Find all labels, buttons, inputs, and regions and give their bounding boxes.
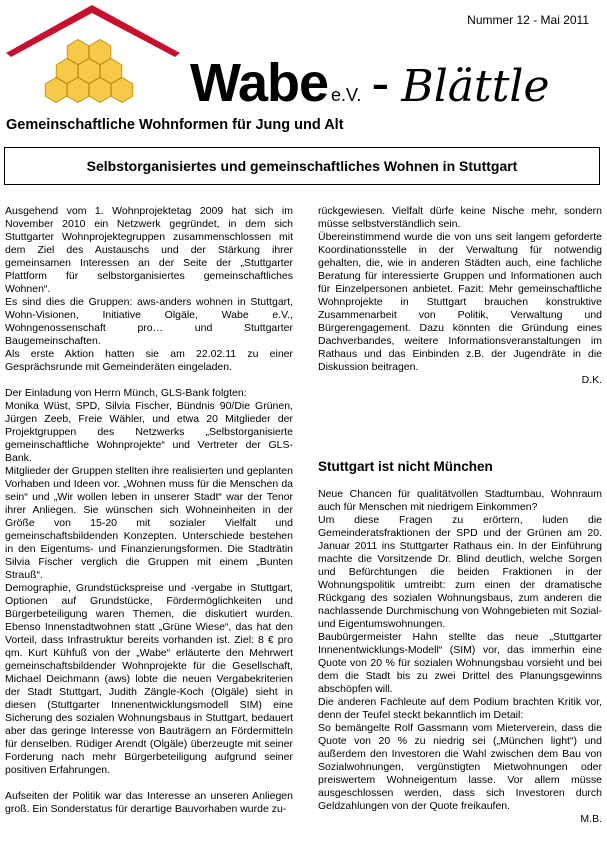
paragraph-gap: [5, 777, 293, 790]
honeycomb-house-logo: [0, 0, 185, 112]
author-signature: D.K.: [581, 374, 602, 386]
article-right-column: [318, 205, 602, 387]
paragraph: Neue Chancen für qualitätvollen Stadtumbau, Wohnraum auch für Menschen mit niedrigem Einkommen?: [318, 488, 602, 513]
paragraph: So bemängelte Rolf Gassmann vom Mieterverein, dass die Quote von 20 % zu niedrig sei („München light“) und außerdem den Investoren die Wahl zwischen dem Bau von Sozialwohnungen, vergünstigten Mietwohnungen oder preiswertem Wohneigentum lasse. Vor allem müsse ausgeschlossen werden, dass sich Investoren durch Geldzahlungen von der Quote freikaufen.: [318, 722, 602, 812]
paragraph: Die anderen Fachleute auf dem Podium brachten Kritik vor, denn der Teufel steckt bekanntlich im Detail:: [318, 696, 602, 721]
brand-wordmark: [190, 52, 550, 114]
article-left-column: [5, 205, 293, 816]
brand-suffix: e.V.: [331, 85, 362, 105]
paragraph: Mitglieder der Gruppen stellten ihre realisierten und geplanten Vorhaben und Ideen vor. „Wohnen muss für die Menschen da sein“ und „Wir wollen leben in unserer Stadt“ war der Tenor ihrer Anliegen. Sie wünschen sich Wohneinheiten in der Größe von 15-20 mit sozialer Vielfalt und gemeinschaftsbildenden Konzepten. Unterschiede bestehen in den Eigentums- und Finanzierungsformen. Die Stadträtin Silvia Fischer verglich die Gruppen mit einem „Bunten Strauß“.: [5, 465, 293, 581]
paragraph: Ausgehend vom 1. Wohnprojektetag 2009 hat sich im November 2010 ein Netzwerk gegründet, in dem sich Stuttgarter Wohnprojektegruppen zusammenschlossen mit dem Ziel des Austauschs und der Stärkung ihrer gemeinsamen Interessen an der Seite der „Stuttgarter Plattform für selbstorganisiertes gemeinschaftliches Wohnen“.: [5, 205, 293, 295]
section-title: Stuttgart ist nicht München: [318, 459, 493, 474]
issue-number: Nummer 12 - Mai 2011: [467, 13, 589, 27]
author-signature: M.B.: [580, 813, 602, 825]
brand-dash: -: [371, 53, 390, 113]
paragraph: Um diese Fragen zu erörtern, luden die Gemeinderatsfraktionen der SPD und der Grünen am 20. Januar 2011 ins Stuttgarter Rathaus ein. In der Einführung machte die Vorsitzende Dr. Blind deutlich, welche Sorgen und Befürchtungen die beiden Fraktionen in der Wohnungspolitik umtreibt: zum einen der dramatische Rückgang des sozialen Wohnungsbaus, zum anderen die nachlassende Durchmischung von Wohngebieten mit Sozial- und Eigentumswohnungen.: [318, 514, 602, 630]
paragraph: rückgewiesen. Vielfalt dürfe keine Nische mehr, sondern müsse selbstverständlich sein.: [318, 205, 602, 230]
paragraph: Monika Wüst, SPD, Silvia Fischer, Bündnis 90/Die Grünen, Jürgen Zeeb, Freie Wähler, und etwa 20 Mitglieder der Projektgruppen des Netzwerks „Selbstorganisierte gemeinschaftliche Wohnprojekte“ und Vertreter der GLS-Bank.: [5, 400, 293, 464]
paragraph-gap: [5, 374, 293, 387]
article2-column: [318, 488, 602, 826]
honeycomb-cells: [45, 40, 133, 103]
paragraph: Der Einladung von Herrn Münch, GLS-Bank folgten:: [5, 387, 247, 399]
paragraph: Aufseiten der Politik war das Interesse an unseren Anliegen groß. Ein Sonderstatus für derartige Bauvorhaben wurde zu-: [5, 790, 293, 815]
article-headline: Selbstorganisiertes und gemeinschaftliches Wohnen in Stuttgart: [86, 158, 518, 174]
paragraph: Übereinstimmend wurde die von uns seit langem geforderte Koordinationsstelle in der Verwaltung für notwendig gehalten, die, wie in anderen Städten auch, eine fachliche Beratung für interessierte Gruppen und Informationen auch für Einzelpersonen anbietet. Fazit: Mehr gemeinschaftliche Wohnprojekte in Stuttgart brauchen konstruktive Zusammenarbeit von Politik, Verwaltung und Bürgerengagement. Dazu könnten die Gründung eines Dachverbandes, weitere Informationsveranstaltungen im Rathaus und das Einbinden z.B. der Jugendräte in die Diskussion beitragen.: [318, 231, 602, 373]
paragraph: Demographie, Grundstückspreise und -vergabe in Stuttgart, Optionen auf Grundstücke, Fördermöglichkeiten und Bürgerbeteiligung waren Themen, die diskutiert wurden. Ebenso Innenstadtwohnen statt „Grüne Wiese“, das hat den Vorteil, dass Infrastruktur bereits vorhanden ist. Ziel: 8 € pro qm. Kurt Kühfuß von der „Wabe“ erläuterte den Mehrwert gemeinschaftsbildender Wohnprojekte für die Gesellschaft, Michael Deichmann (aws) lobte die neuen Vergabekriterien der Stadt Stuttgart, Judith Zängle-Koch (Olgäle) sieht in diesen (Stuttgarter Innenentwicklungsmodell SIM) eine Sicherung des sozialen Wohnungsbaus in Stuttgart, bedauert aber das geringe Interesse von Bauträgern an Fördermitteln für denselben. Rüdiger Arendt (Olgäle) überzeugte mit seiner Forderung nach mehr Bürgerbeteiligung aufgrund seiner positiven Erfahrungen.: [5, 582, 293, 776]
paragraph: Es sind dies die Gruppen: aws-anders wohnen in Stuttgart, Wohn-Visionen, Initiative Olgäle, Wabe e.V., Wohngenossenschaft pro… und Stuttgarter Baugemeinschaften.: [5, 296, 293, 347]
brand-name: Wabe: [190, 53, 329, 113]
headline-box: [4, 147, 600, 185]
paragraph: Baubürgermeister Hahn stellte das neue „Stuttgarter Innenentwicklungs-Modell“ (SIM) vor, das immerhin eine Quote von 20 % für sozialen Wohnungsbau vorsieht und bei dem die Stadt bis zu zwei Drittel des Planungsgewinns abschöpfen will.: [318, 631, 602, 695]
brand-script-title: Blättle: [401, 61, 550, 112]
paragraph: Als erste Aktion hatten sie am 22.02.11 zu einer Gesprächsrunde mit Gemeinderäten eingeladen.: [5, 348, 293, 373]
brand-tagline: Gemeinschaftliche Wohnformen für Jung und Alt: [6, 117, 344, 133]
